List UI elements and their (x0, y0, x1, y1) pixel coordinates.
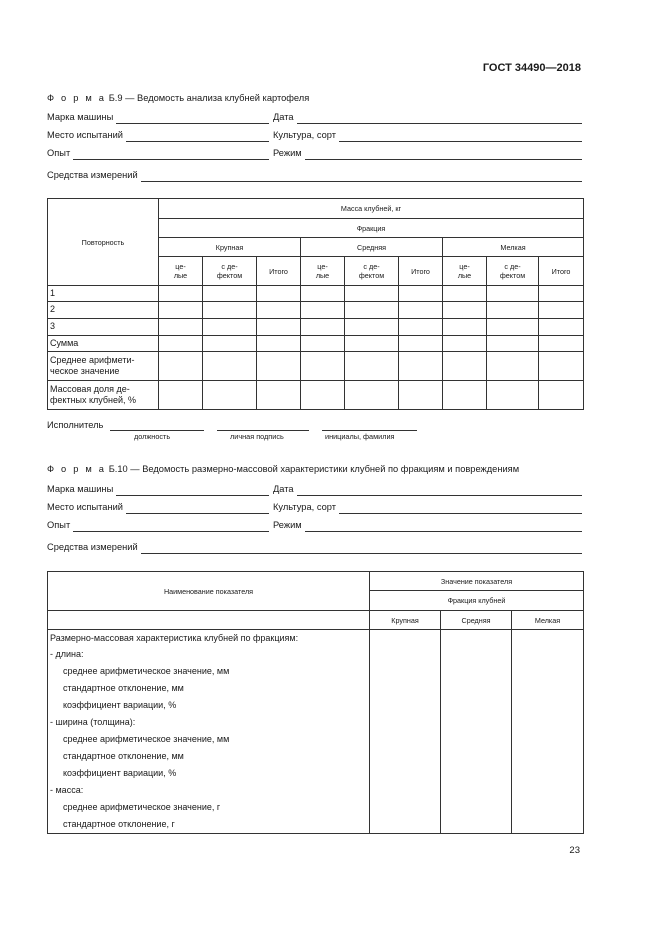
row-label: 1 (48, 286, 159, 302)
fraction-large: Крупная (159, 238, 301, 257)
table-row (48, 319, 584, 336)
executor-label: Исполнитель (47, 420, 104, 430)
subheader-whole: це- лые (443, 257, 487, 286)
row-label: среднее арифметическое значение, г (48, 800, 370, 817)
small-value-cell[interactable] (512, 630, 584, 834)
form-title-text: Б.10 — Ведомость размерно-массовой характеристики клубней по фракциям и повреждениям (108, 464, 520, 474)
subheader-total: Итого (539, 257, 584, 286)
name-line[interactable] (322, 420, 417, 431)
form-10-row-trial (47, 520, 582, 534)
form-10-row-means (47, 542, 582, 556)
indicator-name-header: Наименование показателя (48, 572, 370, 611)
subheader-defect: с де- фектом (487, 257, 539, 286)
tuber-analysis-table (47, 198, 584, 410)
culture-field[interactable]: Культура, сорт (273, 502, 582, 516)
subheader-whole: це- лые (301, 257, 345, 286)
form-10-row-place (47, 502, 582, 516)
medium-value-cell[interactable] (441, 630, 512, 834)
form-9-row-place (47, 130, 582, 144)
machine-field[interactable]: Марка машины (47, 112, 269, 126)
tuber-fraction-header: Фракция клубней (370, 591, 584, 611)
row-label: - длина: (48, 647, 370, 664)
row-label: 2 (48, 302, 159, 319)
row-label: стандартное отклонение, г (48, 817, 370, 834)
fraction-large: Крупная (370, 611, 441, 630)
name-caption: инициалы, фамилия (325, 432, 395, 441)
table-row (48, 302, 584, 319)
indicator-value-header: Значение показателя (370, 572, 584, 591)
form-9-row-means (47, 170, 582, 184)
subheader-total: Итого (399, 257, 443, 286)
table-row (48, 381, 584, 410)
position-line[interactable] (110, 420, 204, 431)
row-label: среднее арифметическое значение, мм (48, 664, 370, 681)
repeat-header: Повторность (48, 199, 159, 286)
form-10-row-machine (47, 484, 582, 498)
form-9-row-machine (47, 112, 582, 126)
form-9-row-trial (47, 148, 582, 162)
size-mass-table (47, 571, 584, 834)
place-field[interactable]: Место испытаний (47, 502, 269, 516)
mode-field[interactable]: Режим (273, 148, 582, 162)
row-label: - масса: (48, 783, 370, 800)
trial-field[interactable]: Опыт (47, 520, 269, 534)
row-label: Среднее арифмети- ческое значение (48, 352, 159, 381)
large-value-cell[interactable] (370, 630, 441, 834)
subheader-defect: с де- фектом (345, 257, 399, 286)
trial-field[interactable]: Опыт (47, 148, 269, 162)
row-label: Размерно-массовая характеристика клубней по фракциям: (48, 630, 370, 647)
mass-header: Масса клубней, кг (159, 199, 584, 219)
subheader-whole: це- лые (159, 257, 203, 286)
row-label: - ширина (толщина): (48, 715, 370, 732)
row-label: стандартное отклонение, мм (48, 681, 370, 698)
fraction-medium: Средняя (301, 238, 443, 257)
subheader-defect: с де- фектом (203, 257, 257, 286)
form-title-text: Б.9 — Ведомость анализа клубней картофеля (108, 93, 310, 103)
fraction-small: Мелкая (443, 238, 584, 257)
page-number: 23 (569, 845, 580, 856)
table-row (48, 630, 584, 647)
row-label: 3 (48, 319, 159, 336)
standard-number: ГОСТ 34490—2018 (482, 62, 581, 74)
table-row (48, 286, 584, 302)
means-field[interactable]: Средства измерений (47, 542, 582, 556)
position-caption: должность (134, 432, 171, 441)
date-field[interactable]: Дата (273, 112, 582, 126)
row-label: коэффициент вариации, % (48, 766, 370, 783)
form-9-title (47, 93, 309, 103)
form-10-title (47, 464, 519, 474)
form-prefix: Ф о р м а (47, 464, 107, 474)
mode-field[interactable]: Режим (273, 520, 582, 534)
culture-field[interactable]: Культура, сорт (273, 130, 582, 144)
row-label: коэффициент вариации, % (48, 698, 370, 715)
place-field[interactable]: Место испытаний (47, 130, 269, 144)
table-row (48, 336, 584, 352)
fraction-header: Фракция (159, 219, 584, 238)
table-row (48, 352, 584, 381)
signature-caption: личная подпись (230, 432, 284, 441)
means-field[interactable]: Средства измерений (47, 170, 582, 184)
fraction-medium: Средняя (441, 611, 512, 630)
form-prefix: Ф о р м а (47, 93, 107, 103)
subheader-total: Итого (257, 257, 301, 286)
row-label: Сумма (48, 336, 159, 352)
date-field[interactable]: Дата (273, 484, 582, 498)
row-label: Массовая доля де- фектных клубней, % (48, 381, 159, 410)
row-label: стандартное отклонение, мм (48, 749, 370, 766)
machine-field[interactable]: Марка машины (47, 484, 269, 498)
signature-line[interactable] (217, 420, 309, 431)
fraction-small: Мелкая (512, 611, 584, 630)
row-label: среднее арифметическое значение, мм (48, 732, 370, 749)
